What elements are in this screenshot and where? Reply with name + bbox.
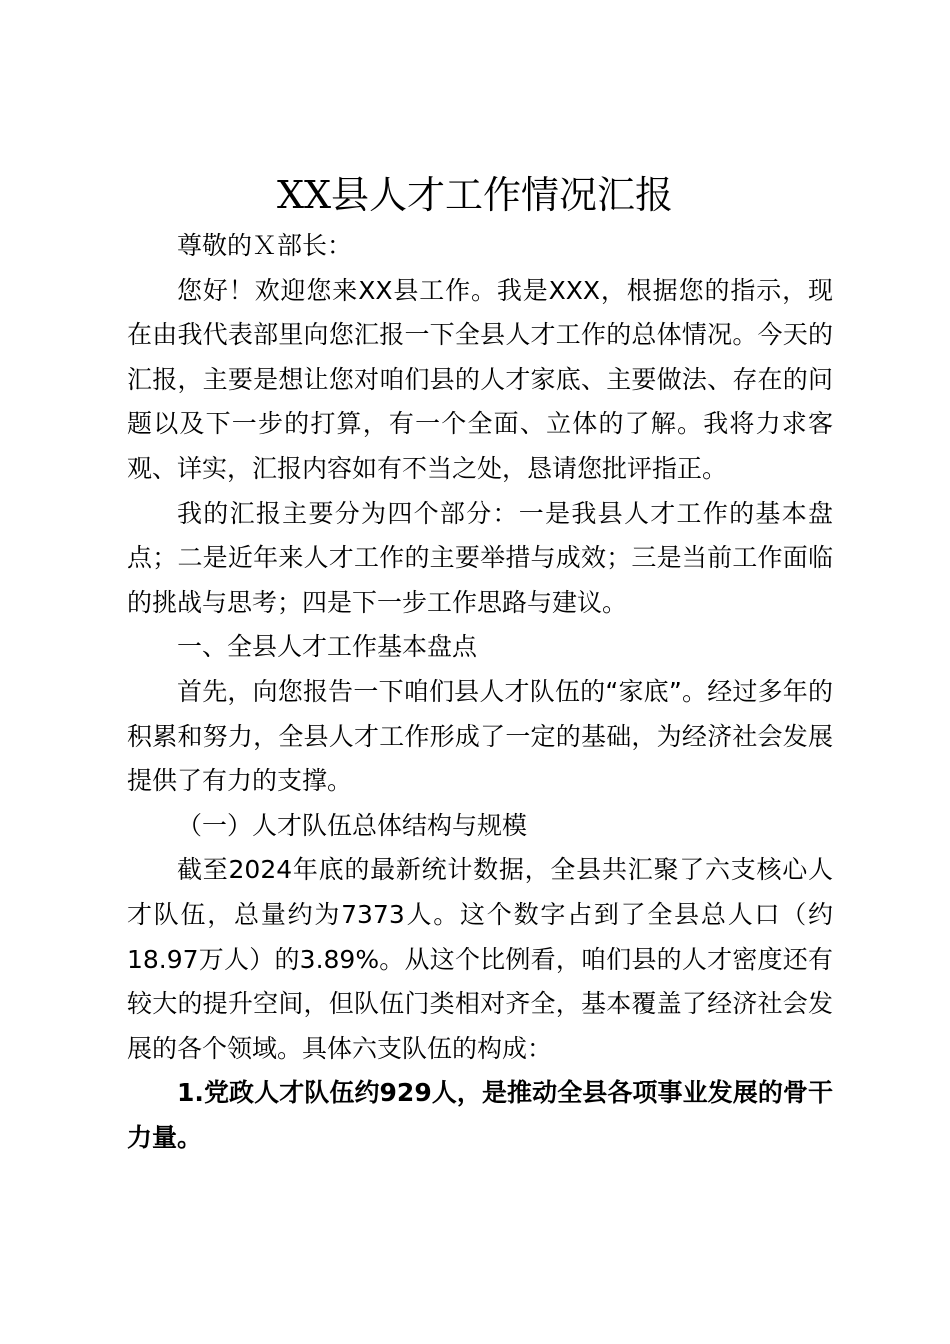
- paragraph-outline: 我的汇报主要分为四个部分：一是我县人才工作的基本盘点；二是近年来人才工作的主要举措与成效；三是当前工作面临的挑战与思考；四是下一步工作思路与建议。: [127, 498, 833, 617]
- section-heading: 一、全县人才工作基本盘点: [177, 632, 478, 662]
- item-heading: 1.党政人才队伍约929人，是推动全县各项事业发展的骨干力量。: [127, 1078, 833, 1152]
- document-title: XX县人才工作情况汇报: [276, 173, 674, 217]
- paragraph-statistics: 截至2024年底的最新统计数据，全县共汇聚了六支核心人才队伍，总量约为7373人。这个数字占到了全县总人口（约18.97万人）的3.89%。从这个比例看，咱们县的人才密度还有较大的提升空间，但队伍门类相对齐全，基本覆盖了经济社会发展的各个领域。具体六支队伍的构成：: [127, 855, 833, 1063]
- subsection-heading: （一）人才队伍总体结构与规模: [177, 810, 528, 840]
- salutation: 尊敬的Ｘ部长：: [177, 231, 353, 260]
- document-body: [127, 224, 833, 1160]
- paragraph-greeting: 您好！欢迎您来XX县工作。我是XXX，根据您的指示，现在由我代表部里向您汇报一下全县人才工作的总体情况。今天的汇报，主要是想让您对咱们县的人才家底、主要做法、存在的问题以及下一步的打算，有一个全面、立体的了解。我将力求客观、详实，汇报内容如有不当之处，恳请您批评指正。: [127, 275, 833, 483]
- paragraph-intro: 首先，向您报告一下咱们县人才队伍的“家底”。经过多年的积累和努力，全县人才工作形成了一定的基础，为经济社会发展提供了有力的支撑。: [127, 676, 833, 796]
